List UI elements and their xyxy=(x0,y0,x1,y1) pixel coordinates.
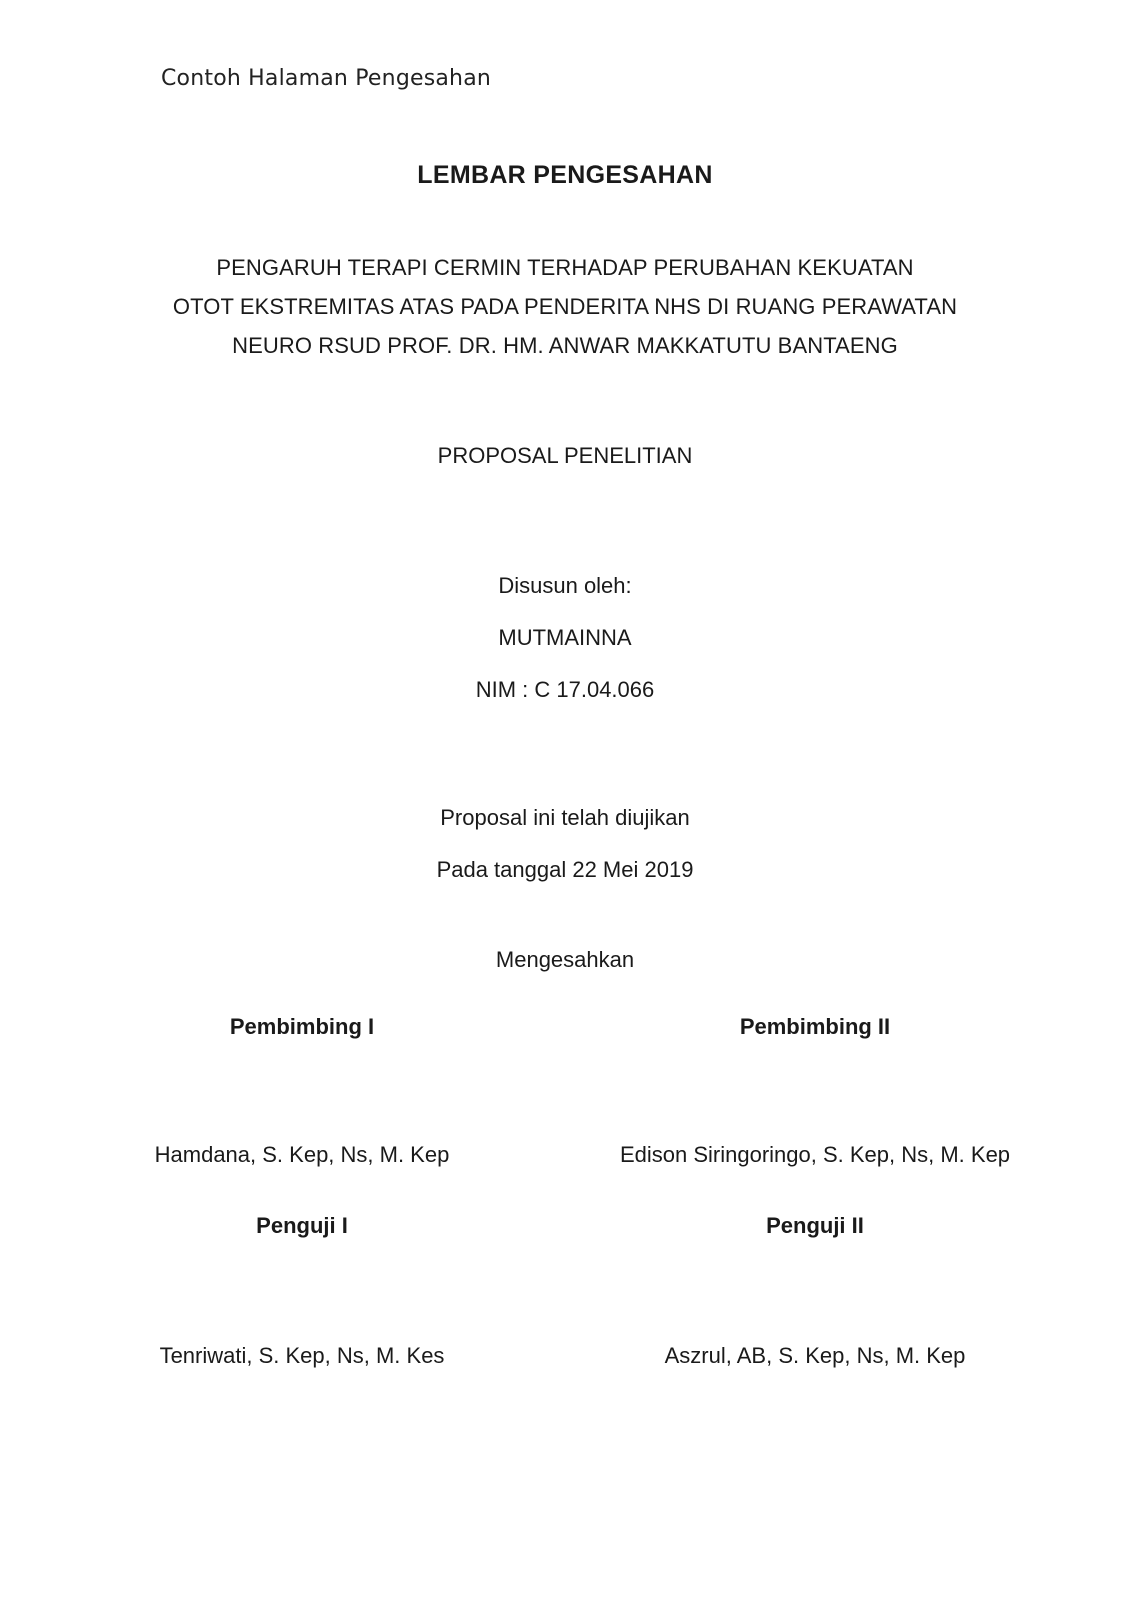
penguji-2-name: Aszrul, AB, S. Kep, Ns, M. Kep xyxy=(664,1343,966,1368)
research-title-line: PENGARUH TERAPI CERMIN TERHADAP PERUBAHAN KEKUATAN xyxy=(216,255,914,280)
pembimbing-2-name: Edison Siringoringo, S. Kep, Ns, M. Kep xyxy=(619,1142,1011,1167)
document-title: LEMBAR PENGESAHAN xyxy=(417,161,713,189)
exam-note: Proposal ini telah diujikan xyxy=(440,805,690,830)
research-title-line: NEURO RSUD PROF. DR. HM. ANWAR MAKKATUTU BANTAENG xyxy=(232,333,898,358)
author-nim: NIM : C 17.04.066 xyxy=(475,677,655,702)
research-title xyxy=(0,248,1130,365)
exam-date: Pada tanggal 22 Mei 2019 xyxy=(436,857,694,882)
pembimbing-1-role: Pembimbing I xyxy=(229,1014,375,1039)
penguji-1-role: Penguji I xyxy=(256,1213,348,1238)
pembimbing-2-role: Pembimbing II xyxy=(739,1014,891,1039)
approval-label: Mengesahkan xyxy=(495,947,635,972)
research-title-line: OTOT EKSTREMITAS ATAS PADA PENDERITA NHS DI RUANG PERAWATAN xyxy=(172,294,958,319)
document-type: PROPOSAL PENELITIAN xyxy=(437,443,693,468)
page-caption: Contoh Halaman Pengesahan xyxy=(161,66,492,91)
penguji-1-name: Tenriwati, S. Kep, Ns, M. Kes xyxy=(159,1343,445,1368)
penguji-2-role: Penguji II xyxy=(766,1213,864,1238)
author-label: Disusun oleh: xyxy=(498,573,632,598)
author-name: MUTMAINNA xyxy=(498,625,632,650)
pembimbing-1-name: Hamdana, S. Kep, Ns, M. Kep xyxy=(154,1142,450,1167)
